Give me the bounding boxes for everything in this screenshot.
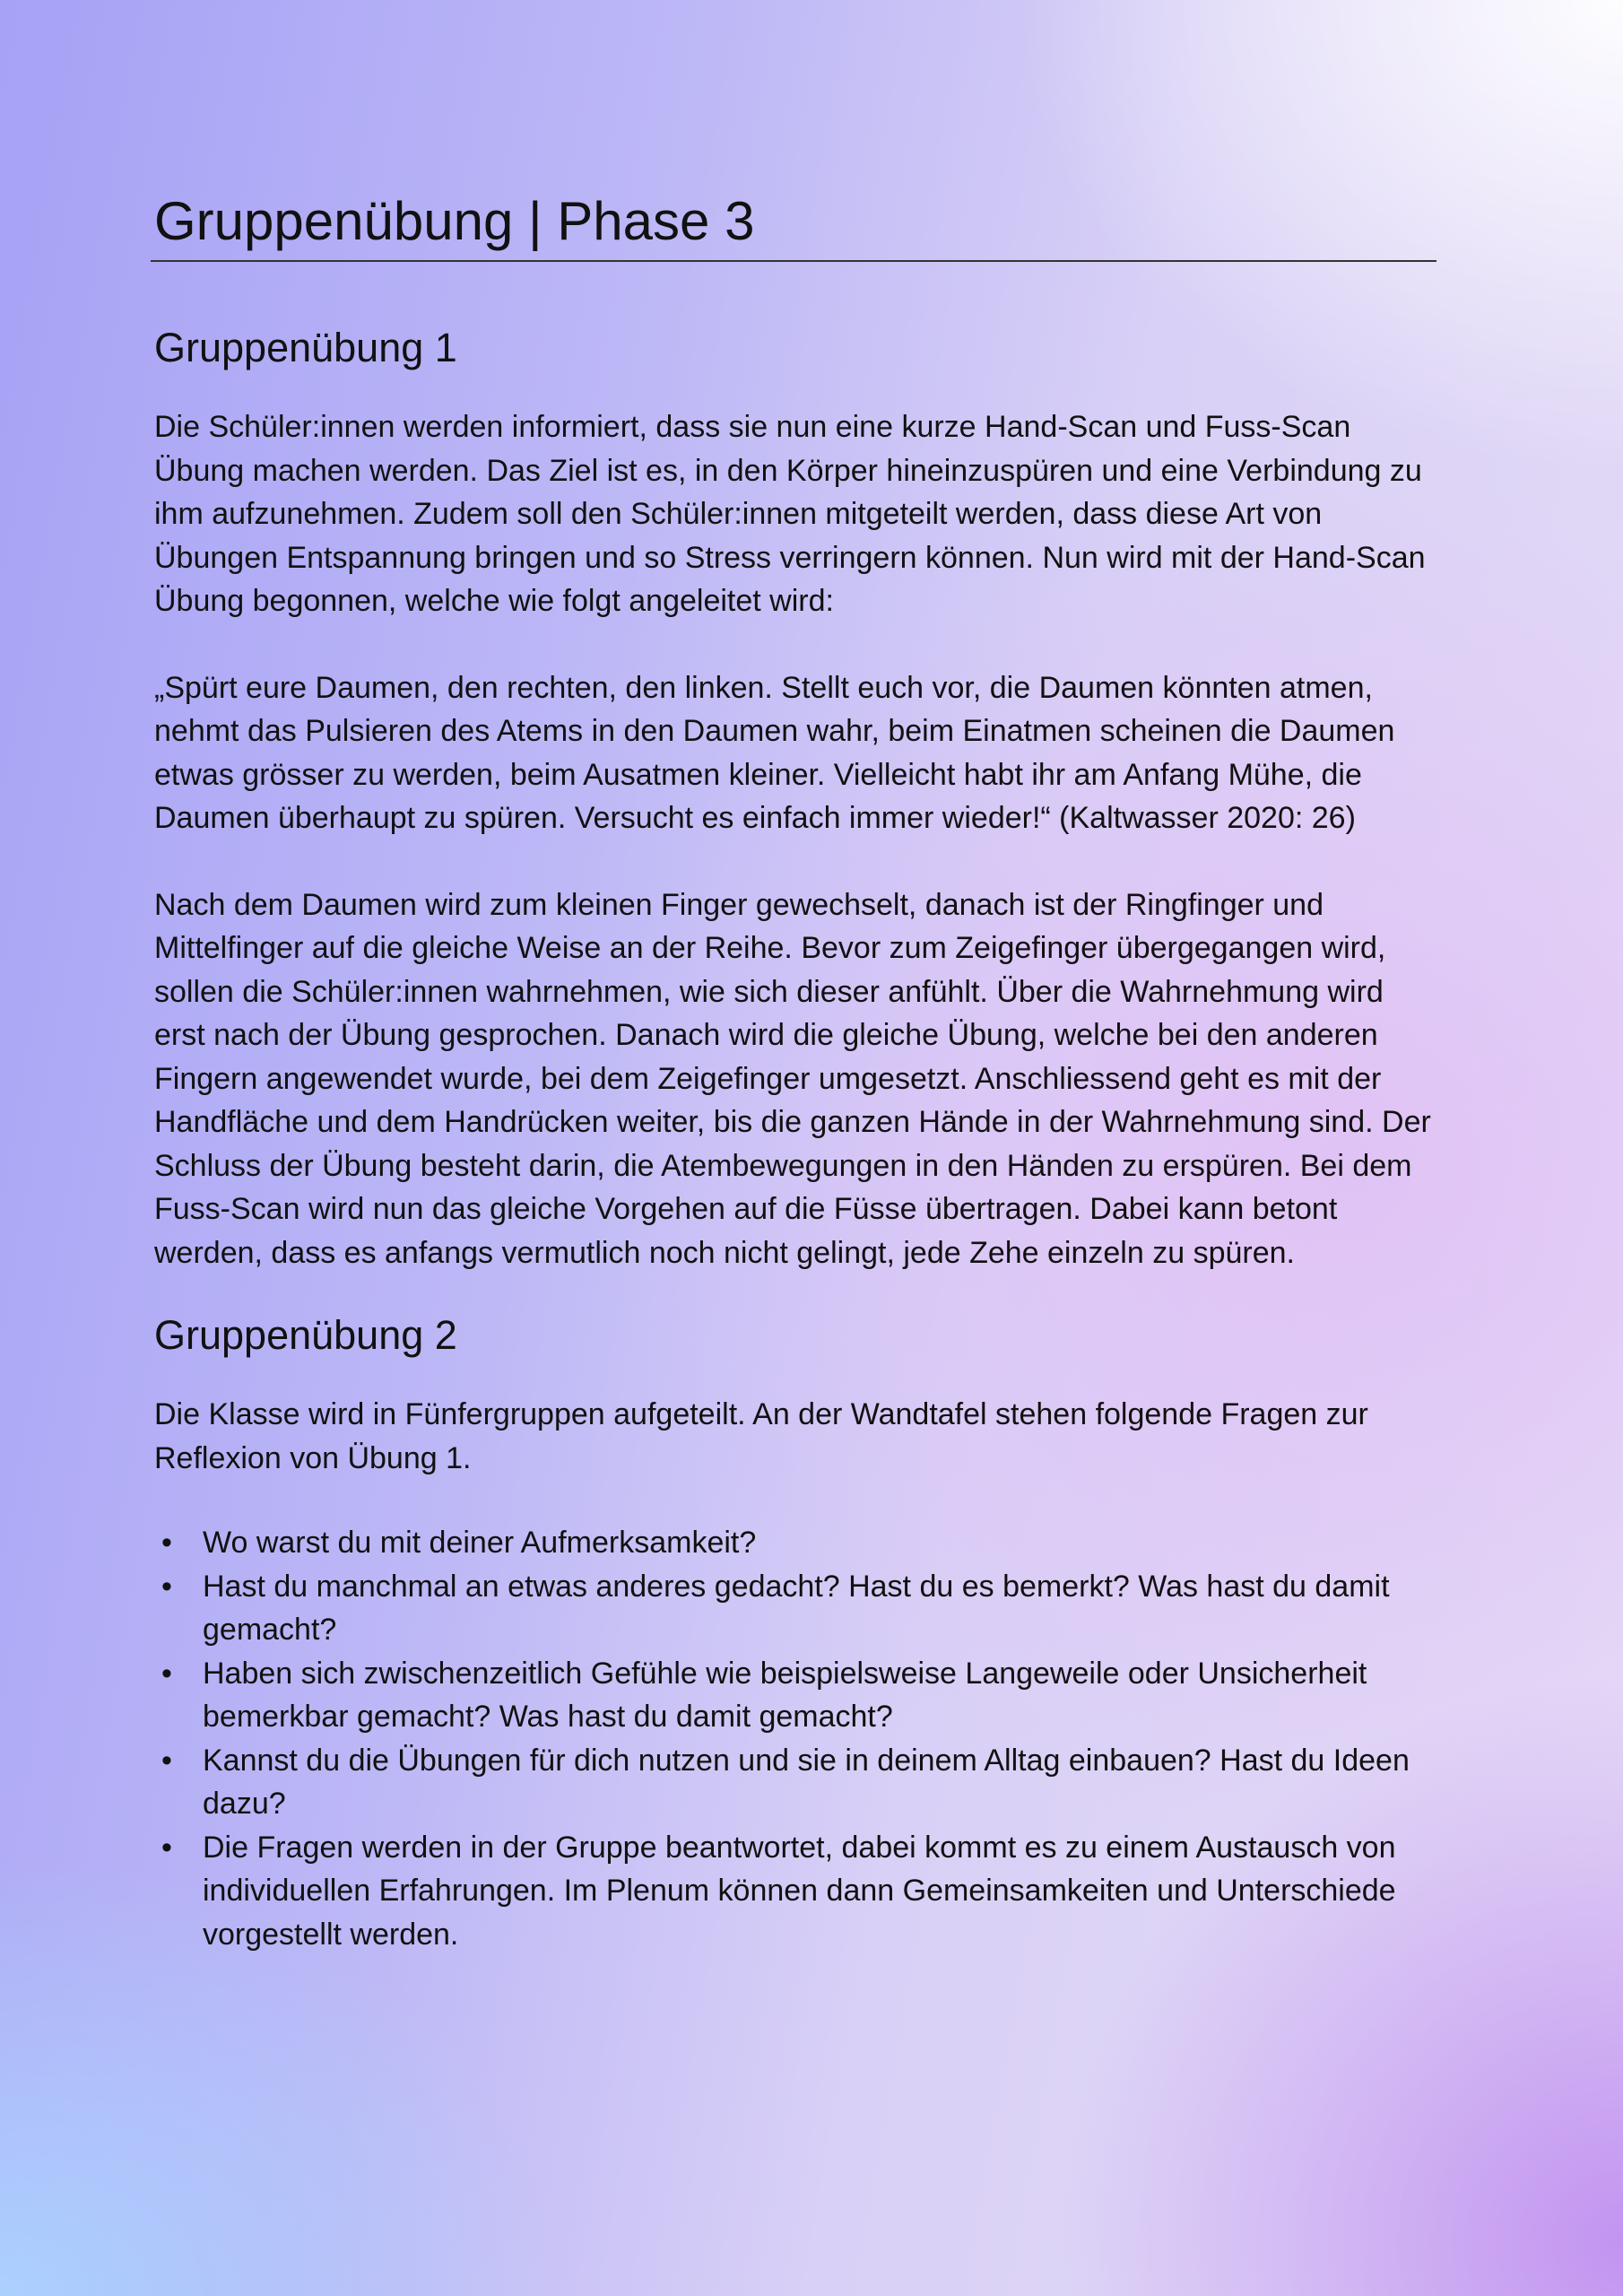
paragraph-procedure: Nach dem Daumen wird zum kleinen Finger gewechselt, danach ist der Ringfinger und Mittelfinger auf die gleiche Weise an der Reihe. Bevor zum Zeigefinger übergegangen wird, sollen die Schüler:innen wahrnehmen, wie sich dieser anfühlt. Über die Wahrnehmung wird erst nach der Übung gesprochen. Danach wird die gleiche Übung, welche bei den anderen Fingern angewendet wurde, bei dem Zeigefinger umgesetzt. Anschliessend geht es mit der Handfläche und dem Handrücken weiter, bis die ganzen Hände in der Wahrnehmung sind. Der Schluss der Übung besteht darin, die Atembewegungen in den Händen zu erspüren. Bei dem Fuss-Scan wird nun das gleiche Vorgehen auf die Füsse übertragen. Dabei kann betont werden, dass es anfangs vermutlich noch nicht gelingt, jede Zehe einzeln zu spüren. [154, 887, 1431, 1270]
list-item [154, 1652, 1436, 1739]
bullet-icon: • [161, 1526, 172, 1560]
section-heading-1: Gruppenübung 1 [154, 325, 457, 370]
document-page [154, 188, 1436, 1956]
list-item [154, 1521, 1436, 1565]
list-item [154, 1565, 1436, 1652]
paragraph-quote: „Spürt eure Daumen, den rechten, den linken. Stellt euch vor, die Daumen könnten atmen, nehmt das Pulsieren des Atems in den Daumen wahr, beim Einatmen scheinen die Daumen etwas grösser zu werden, beim Ausatmen kleiner. Vielleicht habt ihr am Anfang Mühe, die Daumen überhaupt zu spüren. Versucht es einfach immer wieder!“ (Kaltwasser 2020: 26) [154, 670, 1395, 835]
bullet-icon: • [161, 1743, 172, 1778]
reflection-question-list [154, 1521, 1436, 1956]
paragraph-groups: Die Klasse wird in Fünfergruppen aufgeteilt. An der Wandtafel stehen folgende Fragen zur Reflexion von Übung 1. [154, 1397, 1368, 1475]
bullet-icon: • [161, 1830, 172, 1865]
paragraph-intro: Die Schüler:innen werden informiert, dass sie nun eine kurze Hand-Scan und Fuss-Scan Übung machen werden. Das Ziel ist es, in den Körper hineinzuspüren und eine Verbindung zu ihm aufzunehmen. Zudem soll den Schüler:innen mitgeteilt werden, dass diese Art von Übungen Entspannung bringen und so Stress verringern können. Nun wird mit der Hand-Scan Übung begonnen, welche wie folgt angeleitet wird: [154, 410, 1426, 618]
bullet-icon: • [161, 1569, 172, 1604]
page-title: Gruppenübung | Phase 3 [151, 188, 1436, 262]
bullet-icon: • [161, 1656, 172, 1691]
list-item [154, 1739, 1436, 1826]
list-item-text: Haben sich zwischenzeitlich Gefühle wie beispielsweise Langeweile oder Unsicherheit bemerkbar gemacht? Was hast du damit gemacht? [203, 1656, 1367, 1734]
list-item [154, 1826, 1436, 1957]
list-item-text: Kannst du die Übungen für dich nutzen und sie in deinem Alltag einbauen? Hast du Ideen dazu? [203, 1743, 1410, 1821]
list-item-text: Hast du manchmal an etwas anderes gedacht? Hast du es bemerkt? Was hast du damit gemacht? [203, 1569, 1390, 1647]
section-heading-2: Gruppenübung 2 [154, 1312, 457, 1358]
list-item-text: Die Fragen werden in der Gruppe beantwortet, dabei kommt es zu einem Austausch von individuellen Erfahrungen. Im Plenum können dann Gemeinsamkeiten und Unterschiede vorgestellt werden. [203, 1830, 1396, 1952]
list-item-text: Wo warst du mit deiner Aufmerksamkeit? [203, 1526, 757, 1560]
